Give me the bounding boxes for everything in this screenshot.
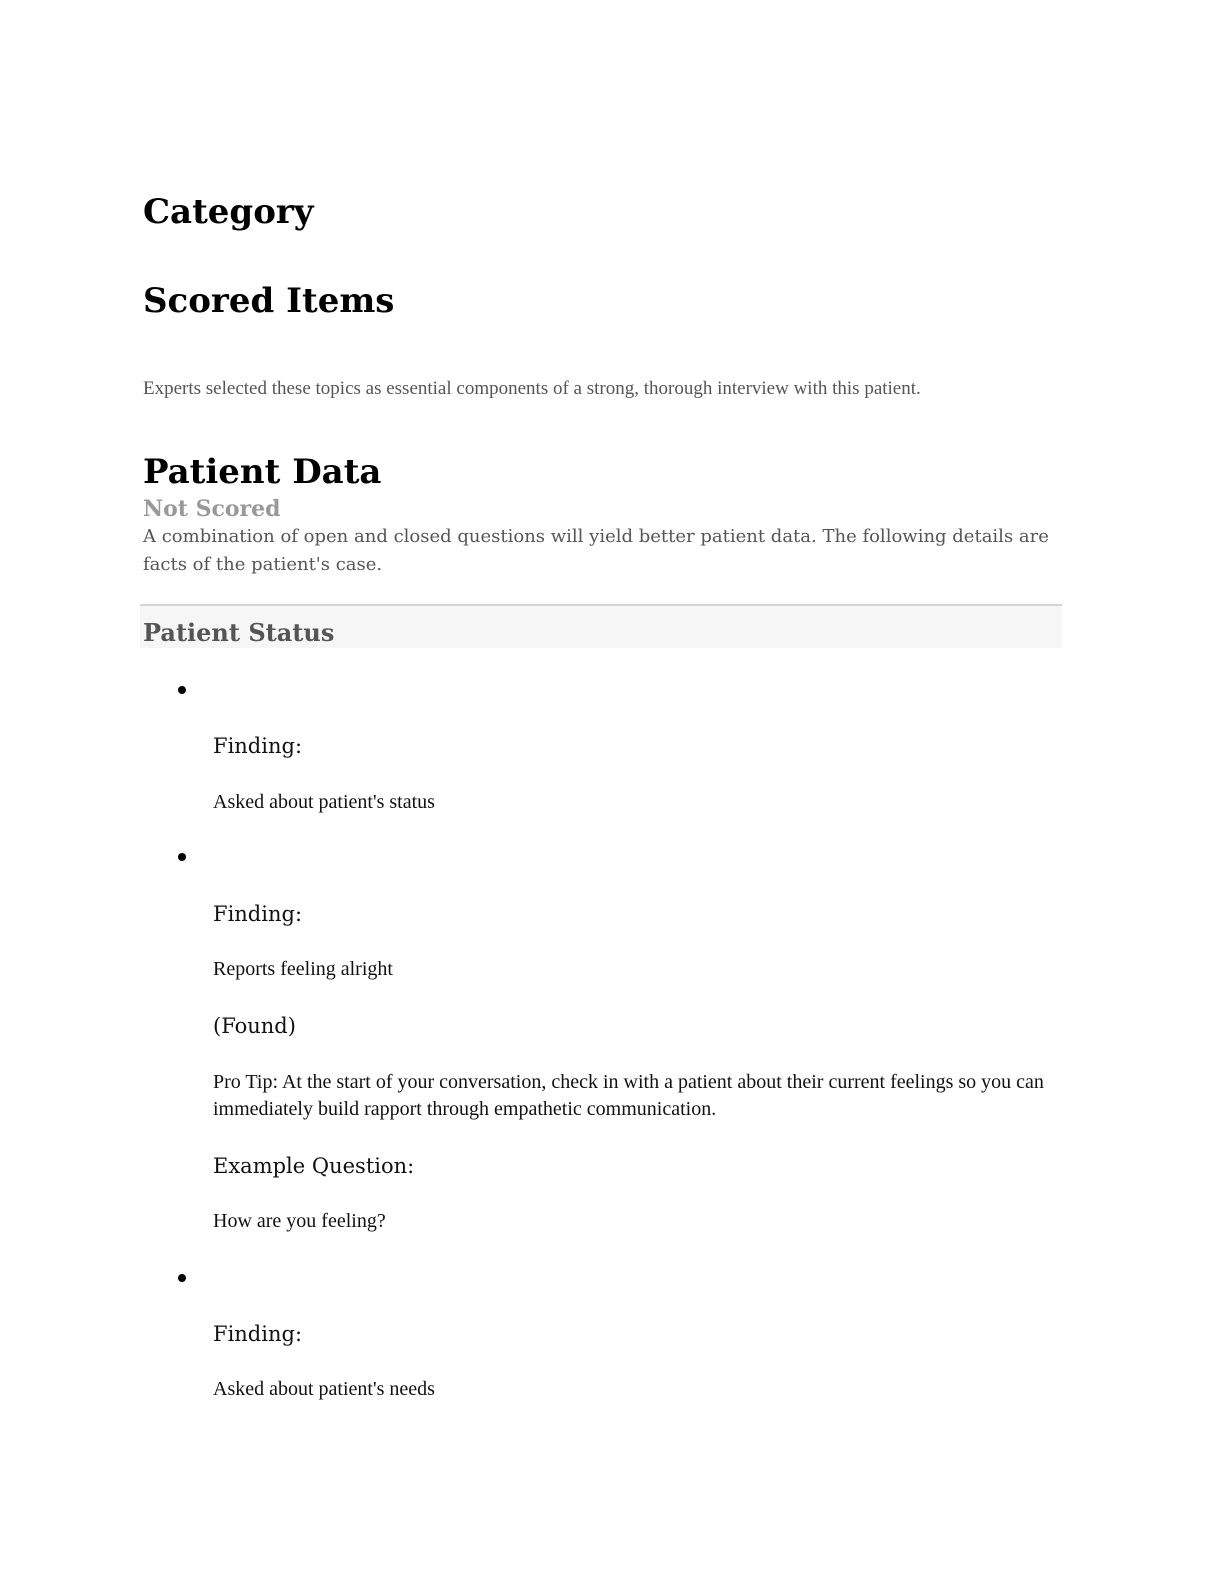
patient-data-heading: Patient Data: [143, 452, 382, 492]
patient-status-heading: Patient Status: [143, 618, 335, 647]
not-scored-label: Not Scored: [143, 496, 281, 522]
example-question: How are you feeling?: [213, 1210, 386, 1232]
finding-label: Finding:: [213, 902, 303, 926]
pro-tip: Pro Tip: At the start of your conversation, check in with a patient about their current feelings so you can immediately build rapport through empathetic communication.: [213, 1071, 1044, 1120]
finding-value: Asked about patient's needs: [213, 1378, 435, 1400]
scored-items-heading: Scored Items: [143, 281, 395, 321]
finding-label: Finding:: [213, 734, 303, 758]
list-bullet: [178, 853, 186, 861]
example-question-label: Example Question:: [213, 1154, 415, 1178]
finding-value: Reports feeling alright: [213, 958, 393, 980]
scored-items-description: Experts selected these topics as essential components of a strong, thorough interview with this patient.: [143, 378, 921, 399]
list-bullet: [178, 686, 186, 694]
patient-status-section-header: [140, 604, 1062, 648]
finding-value: Asked about patient's status: [213, 791, 435, 813]
found-status: (Found): [213, 1014, 296, 1038]
category-heading: Category: [143, 192, 314, 232]
patient-data-description: A combination of open and closed questions will yield better patient data. The following details are facts of the patient's case.: [143, 526, 1049, 575]
list-bullet: [178, 1274, 186, 1282]
finding-label: Finding:: [213, 1322, 303, 1346]
